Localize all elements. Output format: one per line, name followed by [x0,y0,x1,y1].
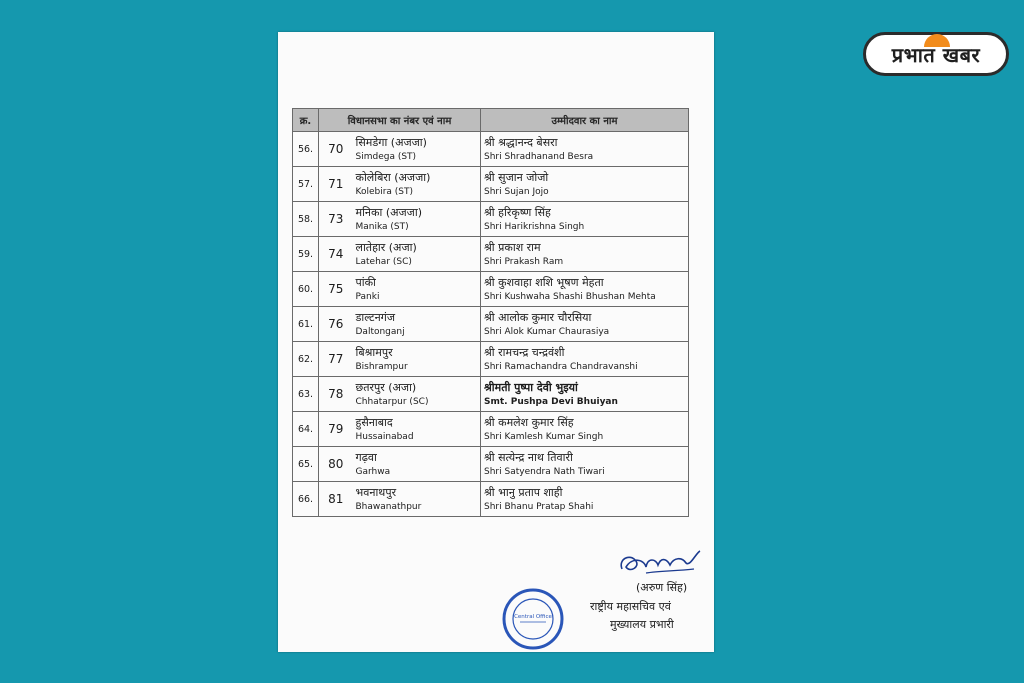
row-constituency-number: 76 [319,307,353,342]
row-constituency-name [353,307,481,342]
constituency-english: Latehar (SC) [355,256,412,267]
constituency-hindi: डाल्टनगंज [355,310,396,324]
candidate-english: Smt. Pushpa Devi Bhuiyan [484,396,618,407]
constituency-english: Kolebira (ST) [355,186,414,197]
candidate-english: Shri Shradhanand Besra [484,151,594,162]
row-candidate-name [481,412,689,447]
constituency-hindi: मनिका (अजजा) [355,205,422,219]
prabhat-khabar-logo [863,32,1009,76]
row-constituency-name [353,167,481,202]
row-constituency-name [353,412,481,447]
constituency-hindi: भवनाथपुर [355,485,397,499]
constituency-english: Simdega (ST) [355,151,417,162]
candidate-english: Shri Sujan Jojo [484,186,549,197]
constituency-english: Garhwa [355,466,391,477]
row-constituency-number: 75 [319,272,353,307]
row-sno: 60. [293,272,319,307]
candidate-english: Shri Kushwaha Shashi Bhushan Mehta [484,291,656,302]
row-sno: 63. [293,377,319,412]
row-constituency-name [353,237,481,272]
candidate-table [292,108,689,517]
row-sno: 61. [293,307,319,342]
constituency-hindi: लातेहार (अजा) [355,240,417,254]
row-candidate-name [481,272,689,307]
header-sno: क्र. [293,109,319,132]
row-constituency-number: 80 [319,447,353,482]
row-candidate-name [481,167,689,202]
row-sno: 58. [293,202,319,237]
table-row [293,412,689,447]
row-candidate-name [481,307,689,342]
table-row [293,202,689,237]
header-constituency: विधानसभा का नंबर एवं नाम [319,109,481,132]
stamp-text: Central Office [514,614,552,620]
row-constituency-name [353,377,481,412]
table-row [293,447,689,482]
signature-image [616,547,706,581]
constituency-english: Bhawanathpur [355,501,422,512]
table-row [293,307,689,342]
constituency-hindi: पांकी [355,275,376,289]
candidate-english: Shri Harikrishna Singh [484,221,585,232]
row-constituency-number: 74 [319,237,353,272]
table-row [293,342,689,377]
table-row [293,167,689,202]
row-constituency-number: 71 [319,167,353,202]
row-constituency-name [353,447,481,482]
table-row [293,272,689,307]
constituency-english: Bishrampur [355,361,408,372]
constituency-english: Chhatarpur (SC) [355,396,429,407]
row-candidate-name [481,202,689,237]
row-constituency-number: 73 [319,202,353,237]
constituency-hindi: बिश्रामपुर [355,345,393,359]
row-constituency-number: 77 [319,342,353,377]
row-constituency-number: 81 [319,482,353,517]
constituency-english: Manika (ST) [355,221,409,232]
candidate-hindi: श्री सुजान जोजो [484,170,549,184]
table-row [293,132,689,167]
constituency-hindi: गढ़वा [355,450,377,464]
candidate-hindi: श्री प्रकाश राम [484,240,541,254]
row-candidate-name [481,132,689,167]
candidate-english: Shri Kamlesh Kumar Singh [484,431,604,442]
row-candidate-name [481,377,689,412]
row-constituency-name [353,272,481,307]
candidate-hindi: श्री आलोक कुमार चौरसिया [484,310,592,324]
document-page [278,32,714,652]
candidate-hindi: श्री श्रद्धानन्द बेसरा [484,135,558,149]
candidate-hindi: श्री भानु प्रताप शाही [484,485,563,499]
candidate-hindi: श्री कमलेश कुमार सिंह [484,415,574,429]
row-constituency-number: 78 [319,377,353,412]
row-sno: 56. [293,132,319,167]
row-sno: 62. [293,342,319,377]
constituency-hindi: छतरपुर (अजा) [355,380,417,394]
table-row [293,377,689,412]
constituency-english: Daltonganj [355,326,405,337]
candidate-hindi: श्री कुशवाहा शशि भूषण मेहता [484,275,604,289]
row-sno: 57. [293,167,319,202]
candidate-english: Shri Satyendra Nath Tiwari [484,466,605,477]
table-row [293,237,689,272]
row-sno: 65. [293,447,319,482]
candidate-hindi: श्री रामचन्द्र चन्द्रवंशी [484,345,565,359]
candidate-english: Shri Ramachandra Chandravanshi [484,361,638,372]
table-row [293,482,689,517]
row-constituency-name [353,342,481,377]
header-candidate: उम्मीदवार का नाम [481,109,689,132]
candidate-english: Shri Bhanu Pratap Shahi [484,501,594,512]
row-constituency-name [353,482,481,517]
office-stamp [500,588,566,650]
candidate-hindi: श्री हरिकृष्ण सिंह [484,205,551,219]
candidate-hindi: श्री सत्येन्द्र नाथ तिवारी [484,450,573,464]
table-header-row [293,109,689,132]
row-sno: 59. [293,237,319,272]
row-candidate-name [481,342,689,377]
row-constituency-name [353,132,481,167]
row-constituency-number: 79 [319,412,353,447]
designation-line-1: राष्ट्रीय महासचिव एवं [590,600,671,613]
candidate-english: Shri Prakash Ram [484,256,564,267]
constituency-hindi: कोलेबिरा (अजजा) [355,170,431,184]
row-sno: 64. [293,412,319,447]
signatory-name: (अरुण सिंह) [636,581,688,594]
constituency-hindi: सिमडेगा (अजजा) [355,135,427,149]
row-constituency-number: 70 [319,132,353,167]
designation-line-2: मुख्यालय प्रभारी [610,618,674,631]
constituency-english: Hussainabad [355,431,414,442]
row-candidate-name [481,482,689,517]
constituency-english: Panki [355,291,380,302]
row-candidate-name [481,237,689,272]
logo-text: प्रभात खबर [891,42,981,67]
row-constituency-name [353,202,481,237]
row-candidate-name [481,447,689,482]
candidate-hindi: श्रीमती पुष्पा देवी भुइयां [484,380,578,394]
constituency-hindi: हुसैनाबाद [355,415,393,429]
row-sno: 66. [293,482,319,517]
candidate-english: Shri Alok Kumar Chaurasiya [484,326,610,337]
